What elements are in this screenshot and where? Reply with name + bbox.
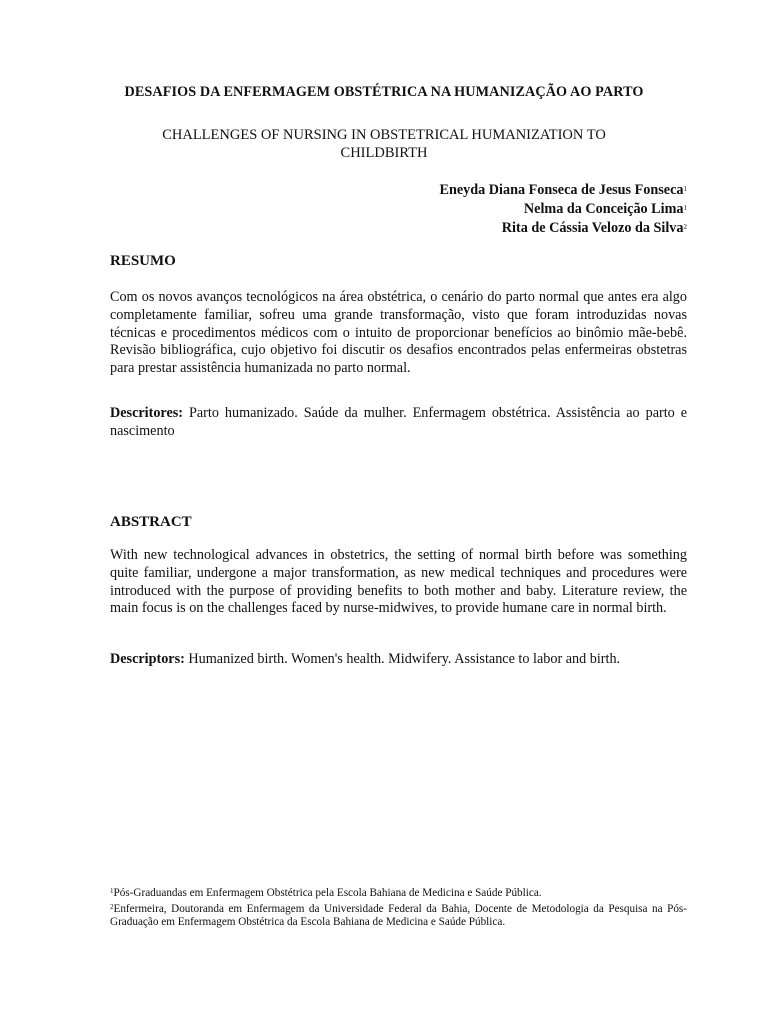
author-item bbox=[440, 199, 687, 218]
resumo-text: Com os novos avanços tecnológicos na área obstétrica, o cenário do parto normal que antes era algo completamente familiar, sofreu uma grande transformação, visto que foram introduzidas novas técnicas e procedimentos médicos com o intuito de proporcionar benefícios ao binômio mãe-bebê. Revisão bibliográfica, cujo objetivo foi discutir os desafios encontrados pelas enfermeiras obstetras para prestar assistência humanizada no parto normal. bbox=[110, 289, 687, 377]
author-list bbox=[440, 180, 687, 237]
abstract-keywords bbox=[110, 651, 687, 669]
author-name: Nelma da Conceição Lima bbox=[523, 201, 684, 217]
author-item bbox=[440, 180, 687, 199]
title-portuguese: DESAFIOS DA ENFERMAGEM OBSTÉTRICA NA HUMANIZAÇÃO AO PARTO bbox=[124, 84, 644, 100]
abstract-heading: ABSTRACT bbox=[110, 514, 192, 530]
resumo-heading: RESUMO bbox=[110, 253, 176, 269]
footnote-text: Enfermeira, Doutoranda em Enfermagem da Universidade Federal da Bahia, Docente de Metodologia da Pesquisa na Pós-Graduação em Enfermagem Obstétrica da Escola Bahiana de Medicina e Saúde Pública. bbox=[110, 902, 687, 929]
abstract-keywords-label: Descriptors: bbox=[110, 651, 185, 667]
footnote-mark: 2 bbox=[110, 902, 114, 911]
author-affiliation-mark: 2 bbox=[683, 223, 687, 231]
author-item bbox=[440, 218, 687, 237]
resumo-keywords-text: Parto humanizado. Saúde da mulher. Enfermagem obstétrica. Assistência ao parto e nascimento bbox=[110, 405, 688, 439]
resumo-keywords-label: Descritores: bbox=[110, 405, 184, 421]
author-affiliation-mark: 1 bbox=[683, 204, 687, 212]
abstract-keywords-text: Humanized birth. Women's health. Midwifery. Assistance to labor and birth. bbox=[188, 651, 621, 667]
author-affiliation-mark: 1 bbox=[683, 185, 687, 193]
footnote-mark: 1 bbox=[110, 887, 114, 895]
author-name: Eneyda Diana Fonseca de Jesus Fonseca bbox=[439, 182, 684, 198]
footnote-item bbox=[110, 885, 687, 901]
footnote-item bbox=[110, 901, 687, 930]
abstract-text: With new technological advances in obstetrics, the setting of normal birth before was something quite familiar, undergone a major transformation, as new medical techniques and procedures were introduced with the purpose of providing benefits to both mother and baby. Literature review, the main focus is on the challenges faced by nurse-midwives, to provide humane care in normal birth. bbox=[110, 547, 687, 617]
footnotes bbox=[110, 885, 687, 930]
author-name: Rita de Cássia Velozo da Silva bbox=[501, 220, 684, 236]
resumo-keywords bbox=[110, 405, 687, 441]
title-english: CHALLENGES OF NURSING IN OBSTETRICAL HUMANIZATION TO CHILDBIRTH bbox=[162, 127, 606, 161]
footnote-text: Pós-Graduandas em Enfermagem Obstétrica pela Escola Bahiana de Medicina e Saúde Pública. bbox=[113, 887, 542, 899]
